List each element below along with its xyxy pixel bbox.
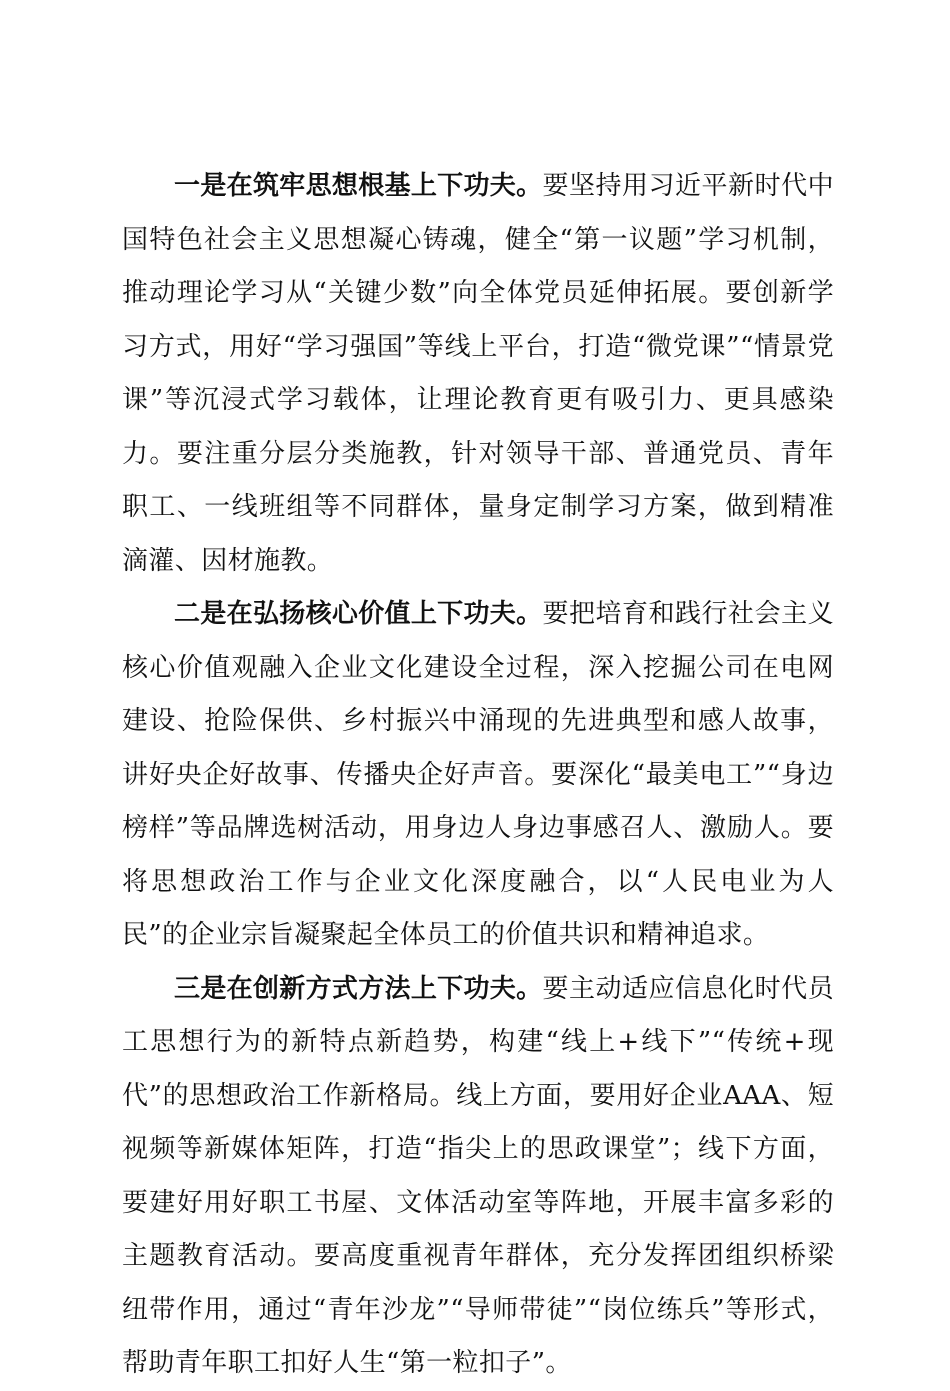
paragraph-2-heading: 二是在弘扬核心价值上下功夫。 bbox=[174, 599, 543, 629]
paragraph-2 bbox=[122, 588, 834, 963]
paragraph-1-text: 要坚持用习近平新时代中国特色社会主义思想凝心铸魂，健全“第一议题”学习机制，推动理论学习从“关键少数”向全体党员延伸拓展。要创新学习方式，用好“学习强国”等线上平台，打造“微党课”“情景党课”等沉浸式学习载体，让理论教育更有吸引力、更具感染力。要注重分层分类施教，针对领导干部、普通党员、青年职工、一线班组等不同群体，量身定制学习方案，做到精准滴灌、因材施教。 bbox=[122, 171, 834, 576]
paragraph-3 bbox=[122, 963, 834, 1391]
paragraph-1 bbox=[122, 160, 834, 588]
paragraph-3-text: 要主动适应信息化时代员工思想行为的新特点新趋势，构建“线上+线下”“传统+现代”的思想政治工作新格局。线上方面，要用好企业AAA、短视频等新媒体矩阵，打造“指尖上的思政课堂”；线下方面，要建好用好职工书屋、文体活动室等阵地，开展丰富多彩的主题教育活动。要高度重视青年群体，充分发挥团组织桥梁纽带作用，通过“青年沙龙”“导师带徒”“岗位练兵”等形式，帮助青年职工扣好人生“第一粒扣子”。 bbox=[122, 973, 834, 1378]
paragraph-2-text: 要把培育和践行社会主义核心价值观融入企业文化建设全过程，深入挖掘公司在电网建设、抢险保供、乡村振兴中涌现的先进典型和感人故事，讲好央企好故事、传播央企好声音。要深化“最美电工”“身边榜样”等品牌选树活动，用身边人身边事感召人、激励人。要将思想政治工作与企业文化深度融合，以“人民电业为人民”的企业宗旨凝聚起全体员工的价值共识和精神追求。 bbox=[122, 599, 834, 950]
paragraph-1-heading: 一是在筑牢思想根基上下功夫。 bbox=[174, 171, 543, 201]
paragraph-3-heading: 三是在创新方式方法上下功夫。 bbox=[174, 973, 543, 1004]
document-body bbox=[122, 160, 834, 1391]
